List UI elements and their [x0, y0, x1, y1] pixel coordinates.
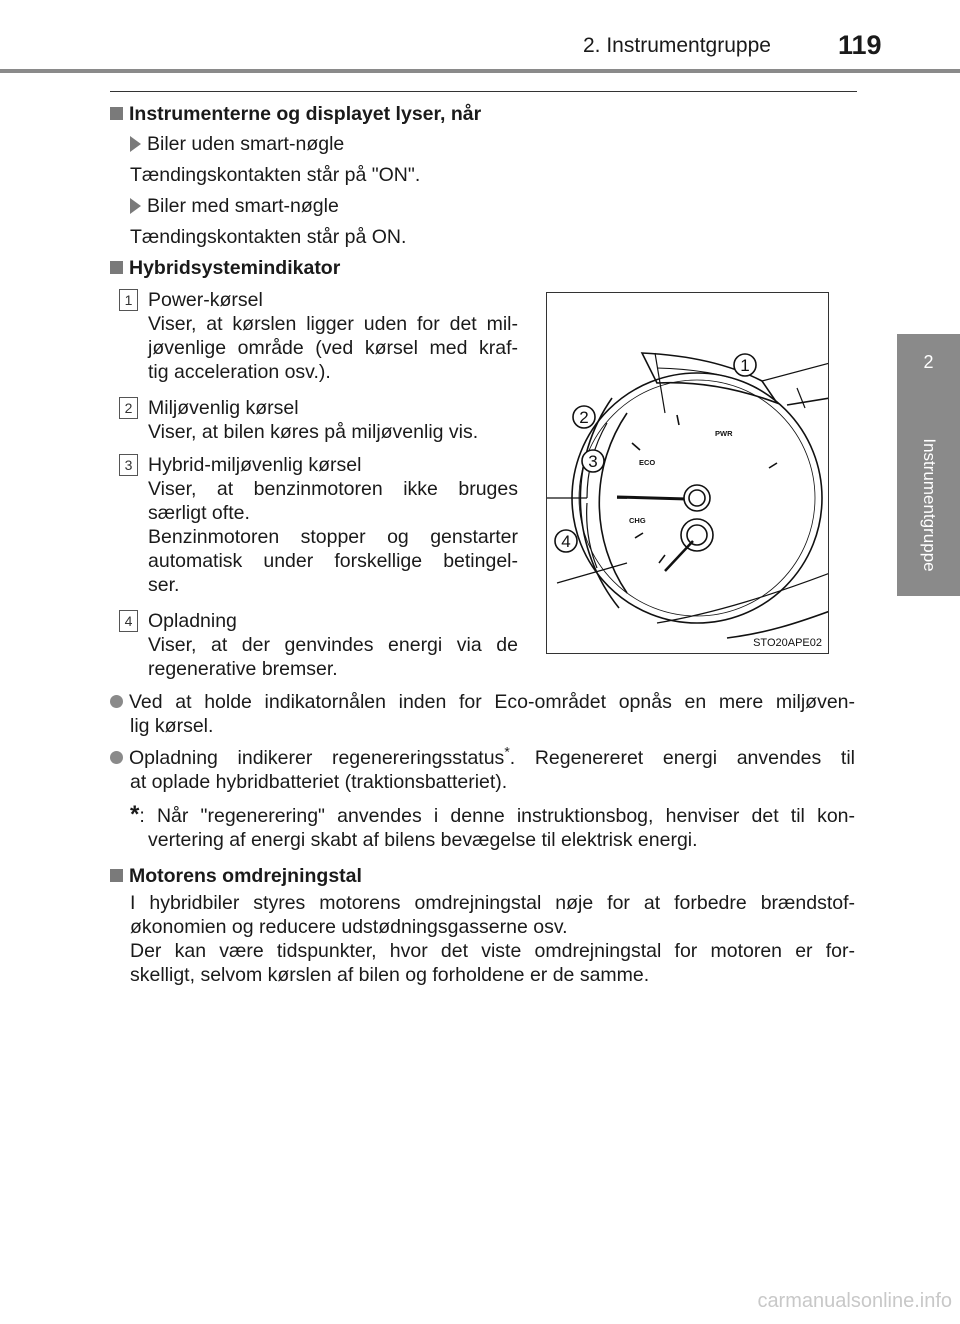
case-text-no-smart-key: Tændingskontakten står på "ON".: [130, 164, 421, 186]
item-number-1: 1: [119, 289, 138, 311]
item-number-4: 4: [119, 610, 138, 632]
content-top-rule: [110, 91, 857, 92]
gauge-label-chg: CHG: [629, 516, 646, 525]
header-rule: [0, 69, 960, 73]
gauge-illustration: [547, 293, 829, 654]
item-2-text: Miljøvenlig kørsel Viser, at bilen køres på miljøvenlig vis.: [148, 396, 518, 444]
page-number: 119: [838, 30, 882, 60]
item-number-3: 3: [119, 454, 138, 476]
item-3-title: Hybrid-miljøvenlig kørsel: [148, 454, 362, 476]
gauge-label-pwr: PWR: [715, 429, 733, 438]
item-1-text: Power-kørsel Viser, at kørslen ligger uden for det mil- jøvenlige område (ved kørsel med kraf- tig acceleration osv.).: [148, 289, 518, 383]
case-label-no-smart-key: Biler uden smart-nøgle: [130, 132, 344, 156]
section-heading-hybrid: Hybridsystemindikator: [110, 256, 340, 280]
bullet-eco-area: Ved at holde indikatornålen inden for Eco-området opnås en mere miljøven- lig kørsel.: [110, 690, 855, 738]
square-bullet-icon: [110, 261, 123, 274]
item-3-text: Hybrid-miljøvenlig kørsel Viser, at benzinmotoren ikke bruges særligt ofte. Benzinmotoren stopper og genstarter automatisk under forskellige betingel- ser.: [148, 454, 518, 596]
square-bullet-icon: [110, 107, 123, 120]
item-4-title: Opladning: [148, 610, 237, 632]
chapter-tab: [897, 334, 960, 414]
case-text-smart-key: Tændingskontakten står på ON.: [130, 226, 407, 248]
figure-code: STO20APE02: [753, 637, 822, 649]
item-number-2: 2: [119, 397, 138, 419]
chapter-tab-number: 2: [923, 352, 934, 372]
footnote-ref: *: [504, 743, 510, 760]
circle-bullet-icon: [110, 695, 123, 708]
triangle-bullet-icon: [130, 136, 141, 152]
watermark: carmanualsonline.info: [757, 1290, 952, 1312]
square-bullet-icon: [110, 869, 123, 882]
triangle-bullet-icon: [130, 198, 141, 214]
callout-1: 1: [740, 356, 750, 375]
footnote: *: Når "regenerering" anvendes i denne instruktionsbog, henviser det til kon- vertering af energi skabt af bilens bevægelse til elektrisk energi.: [130, 801, 855, 851]
item-1-title: Power-kørsel: [148, 289, 263, 311]
section-heading-lights: Instrumenterne og displayet lyser, når: [110, 102, 481, 126]
chapter-tab-label: Instrumentgruppe: [920, 438, 939, 572]
callout-3: 3: [588, 452, 598, 471]
circle-bullet-icon: [110, 751, 123, 764]
rpm-text: I hybridbiler styres motorens omdrejningstal nøje for at forbedre brændstof- økonomien og reducere udstødningsgasserne osv. Der kan være tidspunkter, hvor det viste omdrejningstal for motoren er for- skelligt, selvom kørslen af bilen og forholdene er de samme.: [130, 892, 855, 986]
item-2-title: Miljøvenlig kørsel: [148, 397, 299, 419]
callout-2: 2: [579, 408, 589, 427]
case-label-smart-key: Biler med smart-nøgle: [130, 194, 339, 218]
footnote-mark: *: [130, 801, 140, 828]
gauge-label-eco: ECO: [639, 458, 656, 467]
item-4-text: Opladning Viser, at der genvindes energi via de regenerative bremser.: [148, 610, 518, 680]
chapter-title: 2. Instrumentgruppe: [583, 34, 771, 57]
section-heading-rpm: Motorens omdrejningstal: [110, 864, 362, 888]
hybrid-indicator-figure: [546, 292, 829, 654]
bullet-charging: Opladning indikerer regenereringsstatus*. Regenereret energi anvendes til at oplade hybridbatteriet (traktionsbatteriet).: [110, 746, 855, 794]
callout-4: 4: [561, 532, 571, 551]
